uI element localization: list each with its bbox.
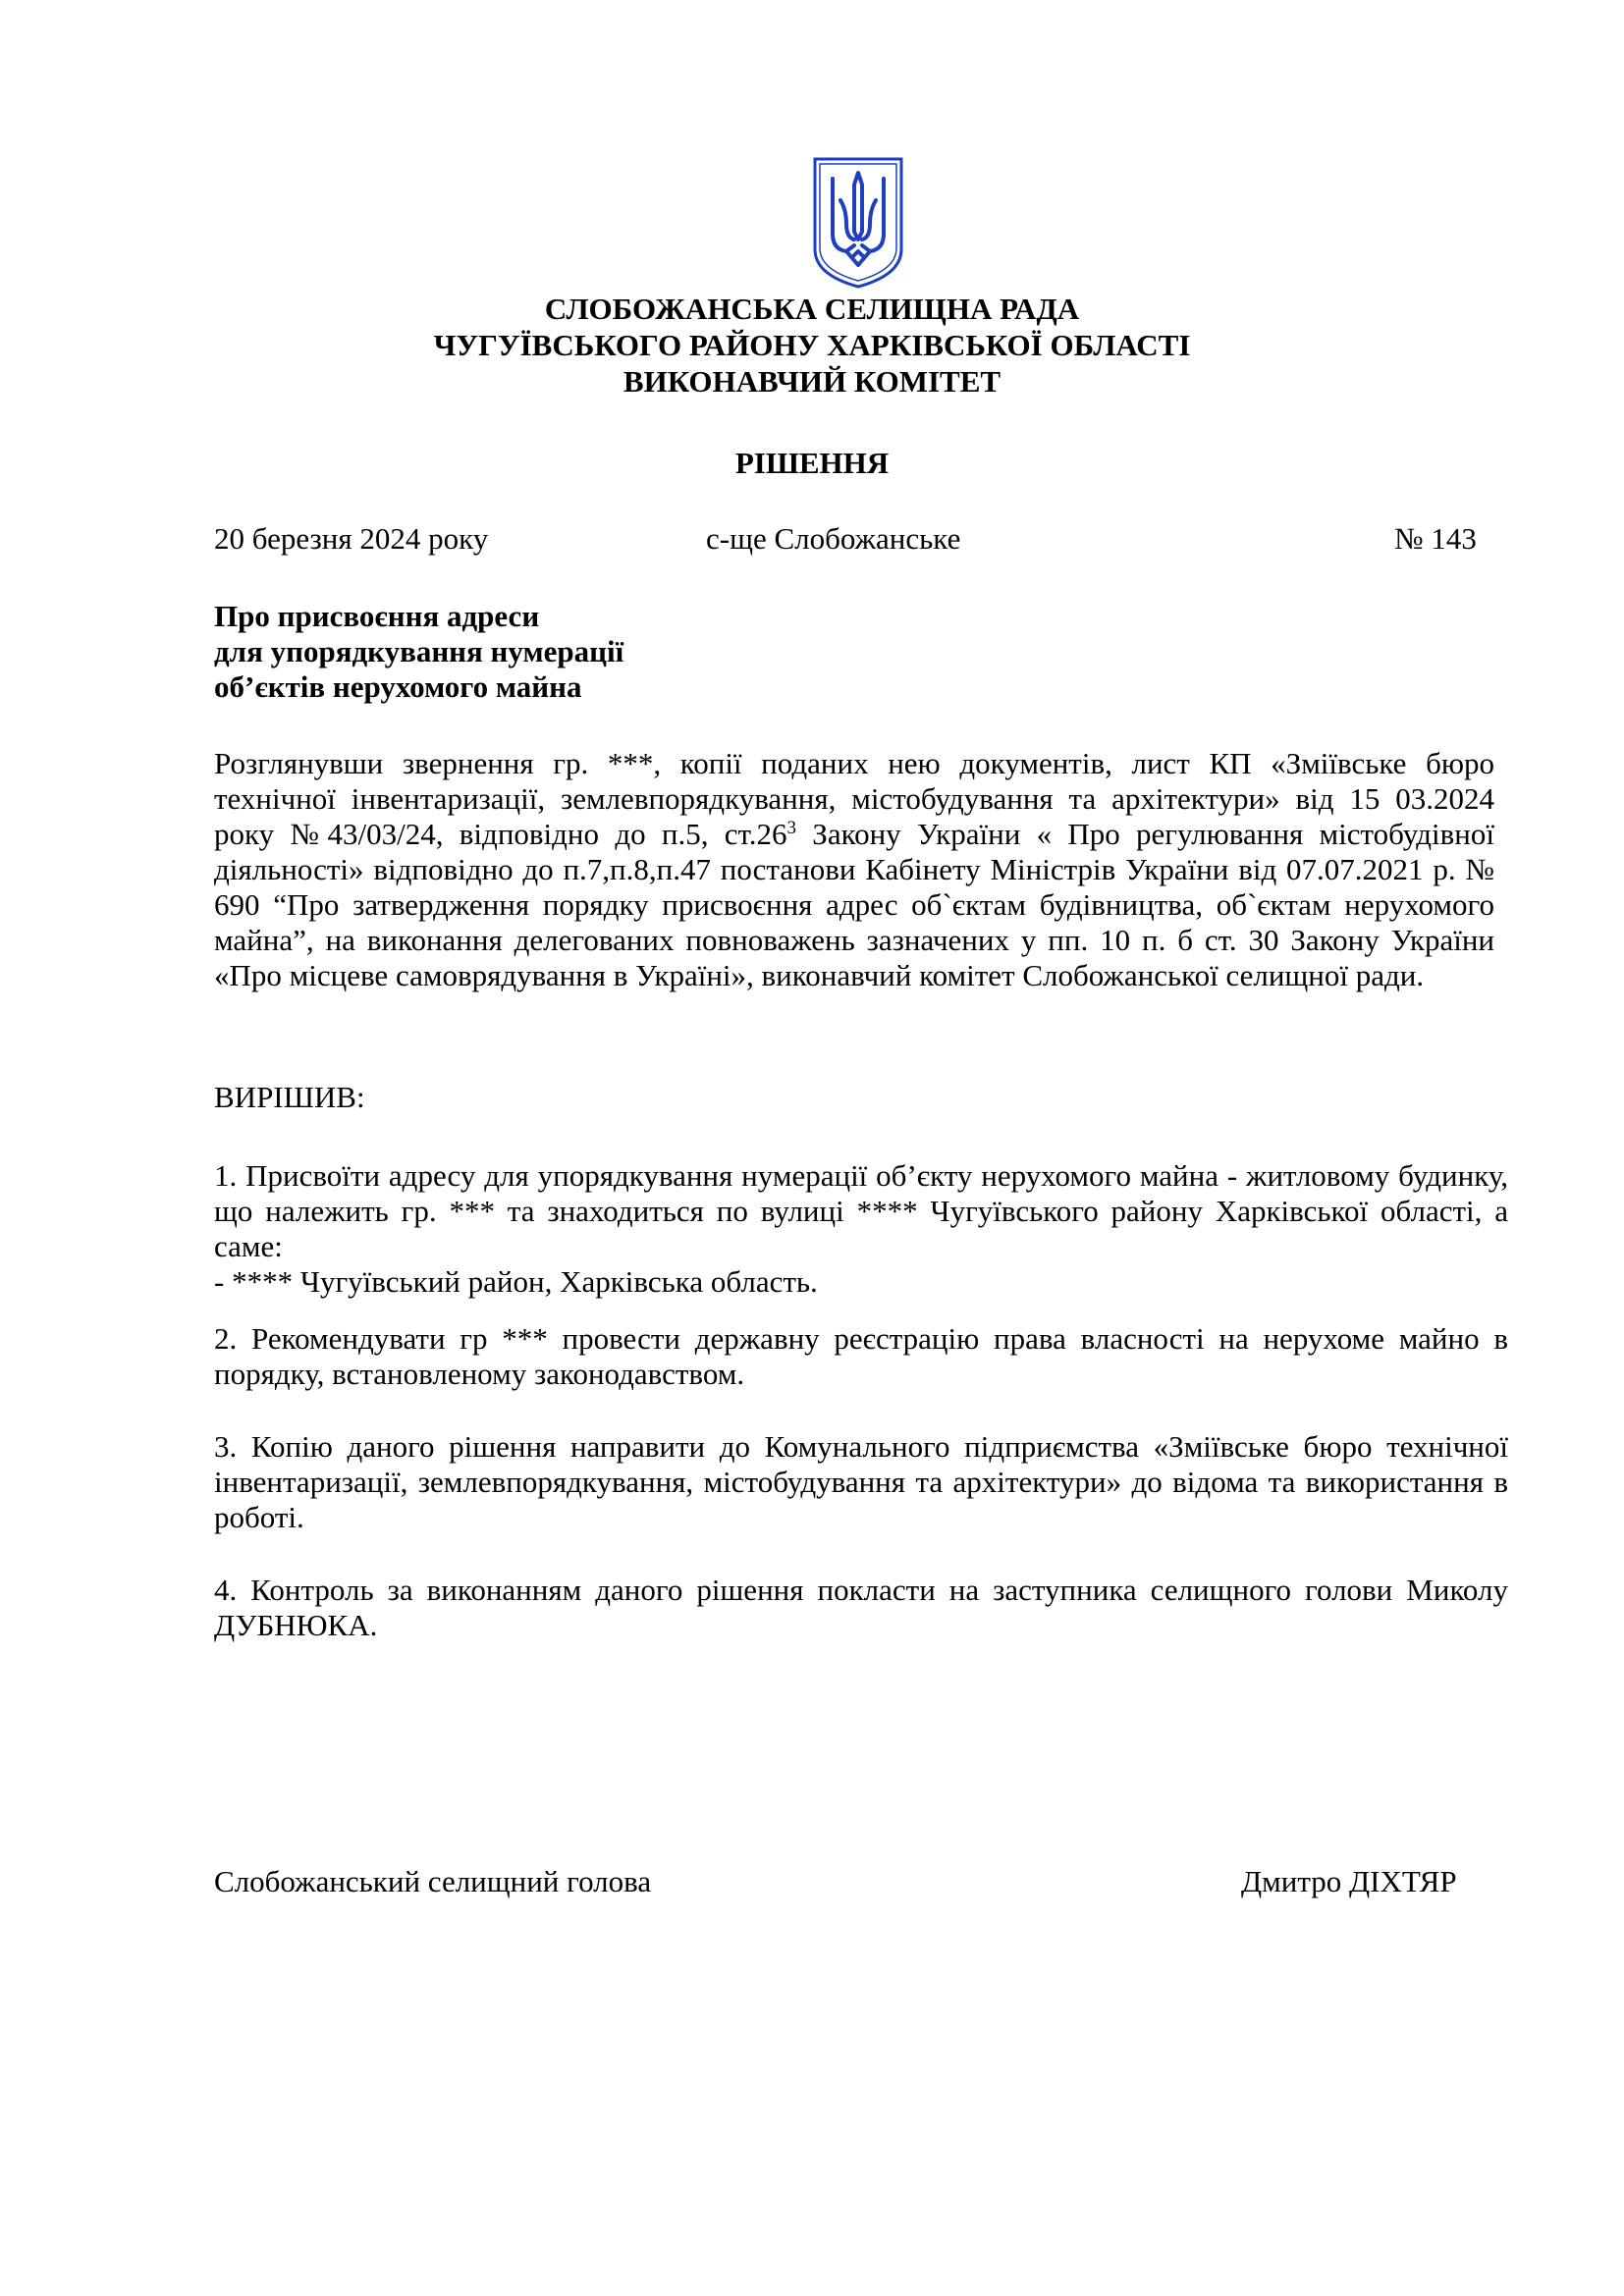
item-1-address: - **** Чугуївський район, Харківська область.: [214, 1264, 818, 1299]
preamble-part-2: Закону України « Про регулювання містобудівної діяльності» відповідно до п.7,п.8,п.47 постанови Кабінету Міністрів України від 07.07.2021 р. № 690 “Про затвердження порядку присвоєння адрес об`єктам будівництва, об`єктам нерухомого майна”, на виконання делегованих повноважень зазначених у пп. 10 п. б ст. 30 Закону України «Про місцеве самоврядування в Україні», виконавчий комітет Слобожанської селищної ради.: [214, 817, 1494, 992]
signatory-name: Дмитро ДІХТЯР: [1241, 1864, 1457, 1898]
decision-subject: [214, 599, 623, 705]
decision-item-4: 4. Контроль за виконанням даного рішення покласти на заступника селищного голови Миколу ДУБНЮКА.: [214, 1573, 1508, 1642]
header-council-name: СЛОБОЖАНСЬКА СЕЛИЩНА РАДА: [544, 292, 1080, 326]
decision-number: № 143: [1394, 521, 1477, 556]
preamble-part-1: Розглянувши звернення гр. ***, копії поданих нею документів, лист КП «Зміївське бюро технічної інвентаризації, землевпорядкування, містобудування та архітектури» від 15 03.2024 року №43/03/24, відповідно до п.5, ст.26: [214, 746, 1494, 851]
organization-header: [0, 291, 1624, 400]
subject-line-1: Про присвоєння адреси: [214, 599, 540, 633]
subject-line-2: для упорядкування нумерації: [214, 634, 624, 668]
ukraine-trident-emblem-icon: [811, 155, 905, 291]
header-district-region: ЧУГУЇВСЬКОГО РАЙОНУ ХАРКІВСЬКОЇ ОБЛАСТІ: [433, 328, 1191, 362]
header-executive-committee: ВИКОНАВЧИЙ КОМІТЕТ: [623, 364, 1001, 399]
decision-item-2: 2. Рекомендувати гр *** провести державну реєстрацію права власності на нерухоме майно в порядку, встановленому законодавством.: [214, 1321, 1508, 1391]
subject-line-3: об’єктів нерухомого майна: [214, 669, 582, 704]
signatory-position: Слобожанський селищний голова: [214, 1864, 652, 1898]
decision-place: с-ще Слобожанське: [706, 521, 961, 556]
decision-title: РІШЕННЯ: [734, 446, 890, 480]
resolved-label: ВИРІШИВ:: [214, 1080, 365, 1114]
item-1-text: 1. Присвоїти адресу для упорядкування нумерації об’єкту нерухомого майна - житловому будинку, що належить гр. *** та знаходиться по вулиці **** Чугуївського району Харківської області, а саме:: [214, 1158, 1508, 1263]
decision-item-1: [214, 1158, 1508, 1300]
decision-date: 20 березня 2024 року: [214, 521, 489, 556]
decision-item-3: 3. Копію даного рішення направити до Комунального підприємства «Зміївське бюро технічної інвентаризації, землевпорядкування, містобудування та архітектури» до відома та використання в роботі.: [214, 1429, 1508, 1534]
preamble-superscript: 3: [786, 818, 796, 838]
preamble-paragraph: [214, 746, 1494, 993]
